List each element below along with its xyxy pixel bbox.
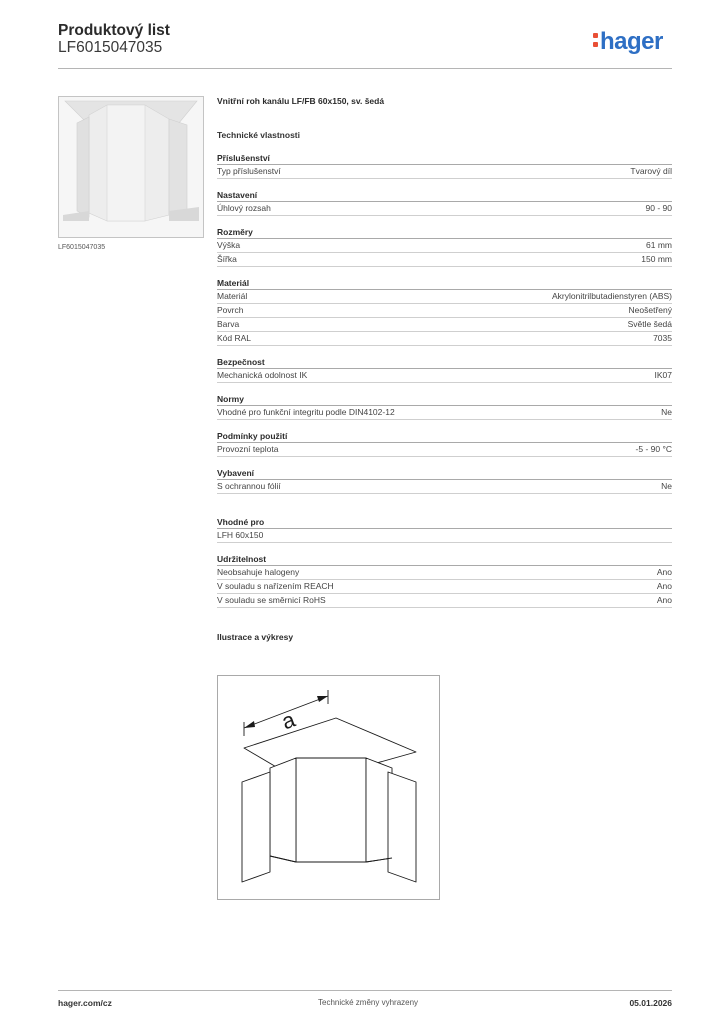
spec-value: 90 - 90 bbox=[645, 203, 672, 213]
spec-group-standards bbox=[217, 393, 672, 420]
spec-label: LFH 60x150 bbox=[217, 530, 264, 540]
spec-row bbox=[217, 580, 672, 594]
group-title: Podmínky použití bbox=[217, 430, 672, 443]
logo-mark-icon bbox=[593, 33, 598, 48]
spec-row bbox=[217, 406, 672, 420]
spec-value: Světle šedá bbox=[627, 319, 672, 329]
tech-heading: Technické vlastnosti bbox=[217, 130, 300, 140]
product-photo-illustration bbox=[59, 97, 203, 237]
spec-row bbox=[217, 332, 672, 346]
spec-row bbox=[217, 443, 672, 457]
spec-label: S ochrannou fólií bbox=[217, 481, 281, 491]
spec-value: 61 mm bbox=[646, 240, 672, 250]
spec-content bbox=[217, 96, 672, 642]
spec-row bbox=[217, 594, 672, 608]
spec-value: Ne bbox=[661, 407, 672, 417]
spec-row bbox=[217, 566, 672, 580]
spec-value: Tvarový díl bbox=[630, 166, 672, 176]
spec-row bbox=[217, 480, 672, 494]
spec-label: Povrch bbox=[217, 305, 244, 315]
spec-value: 150 mm bbox=[641, 254, 672, 264]
group-title: Udržitelnost bbox=[217, 553, 672, 566]
spec-value: IK07 bbox=[654, 370, 672, 380]
spec-value: 7035 bbox=[653, 333, 672, 343]
product-photo bbox=[58, 96, 204, 238]
spec-label: Mechanická odolnost IK bbox=[217, 370, 308, 380]
spec-group-settings bbox=[217, 189, 672, 216]
spec-label: V souladu se směrnicí RoHS bbox=[217, 595, 326, 605]
product-name: Vnitřní roh kanálu LF/FB 60x150, sv. šedá bbox=[217, 96, 385, 106]
group-title: Materiál bbox=[217, 277, 672, 290]
spec-value: -5 - 90 °C bbox=[635, 444, 672, 454]
corner-drawing-svg bbox=[218, 676, 439, 899]
group-title: Vhodné pro bbox=[217, 516, 672, 529]
product-code: LF6015047035 bbox=[58, 39, 163, 56]
spec-row bbox=[217, 202, 672, 216]
spec-row bbox=[217, 304, 672, 318]
spec-value: Ano bbox=[656, 581, 672, 591]
spec-value: Ne bbox=[661, 481, 672, 491]
spec-group-accessories bbox=[217, 152, 672, 179]
spec-label: Výška bbox=[217, 240, 241, 250]
technical-drawing bbox=[217, 675, 440, 900]
spec-row bbox=[217, 369, 672, 383]
group-title: Rozměry bbox=[217, 226, 672, 239]
page-title: Produktový list bbox=[58, 22, 170, 39]
logo-text: hager bbox=[600, 28, 663, 55]
spec-label: Neobsahuje halogeny bbox=[217, 567, 300, 577]
spec-label: Materiál bbox=[217, 291, 248, 301]
illustration-heading: Ilustrace a výkresy bbox=[217, 632, 294, 642]
group-title: Příslušenství bbox=[217, 152, 672, 165]
spec-label: Provozní teplota bbox=[217, 444, 279, 454]
spec-value: Akrylonitrilbutadienstyren (ABS) bbox=[552, 291, 672, 301]
spec-value: Ano bbox=[656, 595, 672, 605]
spec-label: Úhlový rozsah bbox=[217, 203, 271, 213]
hager-logo bbox=[593, 28, 663, 56]
spec-value: Ano bbox=[656, 567, 672, 577]
header-divider bbox=[58, 68, 672, 69]
spec-row bbox=[217, 318, 672, 332]
spec-group-equipment bbox=[217, 467, 672, 494]
spec-label: Typ příslušenství bbox=[217, 166, 281, 176]
spec-row bbox=[217, 239, 672, 253]
spec-row bbox=[217, 529, 672, 543]
spec-label: Kód RAL bbox=[217, 333, 252, 343]
photo-caption: LF6015047035 bbox=[58, 244, 106, 251]
group-title: Bezpečnost bbox=[217, 356, 672, 369]
spec-row bbox=[217, 290, 672, 304]
spec-group-dimensions bbox=[217, 226, 672, 267]
website-link[interactable]: hager.com/cz bbox=[58, 998, 112, 1008]
spec-group-material bbox=[217, 277, 672, 346]
spec-label: Barva bbox=[217, 319, 240, 329]
dimension-label: a bbox=[278, 706, 299, 735]
spec-group-conditions bbox=[217, 430, 672, 457]
footer-disclaimer: Technické změny vyhrazeny bbox=[318, 998, 419, 1007]
footer-divider bbox=[58, 990, 672, 991]
spec-label: V souladu s nařízením REACH bbox=[217, 581, 334, 591]
group-title: Normy bbox=[217, 393, 672, 406]
group-title: Nastavení bbox=[217, 189, 672, 202]
document-date: 05.01.2026 bbox=[629, 998, 672, 1008]
spec-group-sustainability bbox=[217, 553, 672, 608]
spec-value: Neošetřený bbox=[628, 305, 672, 315]
spec-label: Vhodné pro funkční integritu podle DIN4102-12 bbox=[217, 407, 395, 417]
group-title: Vybavení bbox=[217, 467, 672, 480]
spec-row bbox=[217, 165, 672, 179]
spec-group-suitable-for bbox=[217, 516, 672, 543]
spec-label: Šířka bbox=[217, 254, 237, 264]
spec-row bbox=[217, 253, 672, 267]
spec-group-safety bbox=[217, 356, 672, 383]
